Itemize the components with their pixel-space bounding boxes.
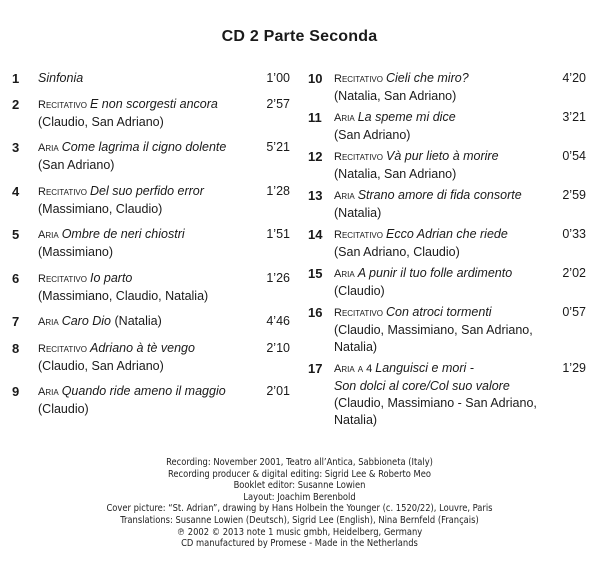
- track-singers: (Natalia, San Adriano): [334, 89, 457, 103]
- track-number: 3: [12, 140, 20, 155]
- credit-line: Layout: Joachim Berenbold: [243, 491, 356, 503]
- track-title-line: [334, 148, 544, 166]
- track-title-line: [38, 383, 248, 401]
- track-number: 12: [308, 149, 323, 164]
- track-type: Aria a 4: [334, 363, 373, 375]
- track-title-line: [38, 226, 248, 261]
- track-title: Languisci e mori -: [375, 361, 474, 375]
- track-title: Ombre de neri chiostri: [61, 227, 185, 241]
- track-singers: (Natalia, San Adriano): [334, 167, 457, 181]
- track-text: [38, 139, 248, 174]
- track-title-line: [38, 70, 248, 87]
- track-duration: 1’29: [562, 361, 586, 375]
- track-title: Quando ride ameno il maggio: [61, 384, 226, 398]
- track-duration: 5’21: [266, 140, 290, 154]
- track-title-line: [334, 360, 544, 378]
- track-title: Sinfonia: [38, 71, 84, 85]
- track-type: Aria: [334, 112, 355, 124]
- track-number: 1: [12, 71, 20, 86]
- track-title: Come lagrima il cigno dolente: [61, 140, 227, 154]
- track-number: 13: [308, 188, 323, 203]
- track-title: A punir il tuo folle ardimento: [357, 266, 513, 280]
- track-number: 5: [12, 227, 20, 242]
- track-title-line: [334, 265, 544, 283]
- track-type: Recitativo: [38, 185, 87, 198]
- track-type: Aria: [334, 190, 355, 202]
- track-duration: 1’00: [266, 71, 290, 85]
- track-row: [12, 226, 290, 261]
- track-row: [308, 360, 586, 429]
- track-number: 10: [308, 71, 323, 86]
- track-text: [38, 96, 248, 131]
- track-type: Aria: [38, 142, 59, 154]
- track-title: Con atroci tormenti: [385, 305, 492, 319]
- track-title: E non scorgesti ancora: [89, 96, 218, 111]
- track-number: 7: [12, 314, 20, 329]
- track-row: [308, 187, 586, 222]
- track-title-line: [334, 70, 544, 88]
- track-number: 17: [308, 361, 323, 376]
- track-row: [12, 183, 290, 218]
- track-title: Strano amore di fida consorte: [357, 188, 522, 202]
- track-duration: 2’10: [266, 340, 290, 355]
- track-text: [334, 304, 544, 356]
- track-duration: 2’01: [266, 384, 290, 398]
- track-title: Adriano à tè vengo: [89, 340, 195, 355]
- track-duration: 0’54: [562, 149, 586, 163]
- track-number: 6: [12, 270, 20, 286]
- track-duration: 0’57: [562, 305, 586, 319]
- track-title-line: [38, 139, 248, 157]
- track-duration: 4’46: [266, 314, 290, 328]
- track-number: 9: [12, 384, 20, 399]
- production-credits: [0, 457, 599, 550]
- track-duration: 2’59: [562, 188, 586, 202]
- track-singers: (San Adriano): [38, 158, 115, 172]
- track-text: [38, 70, 248, 87]
- track-singers: (San Adriano, Claudio): [334, 245, 460, 259]
- track-text: [334, 265, 544, 300]
- credit-line: Booklet editor: Susanne Lowien: [233, 480, 366, 492]
- track-number: 8: [12, 340, 20, 356]
- track-title: Ecco Adrian che riede: [385, 227, 508, 241]
- track-singers: (Claudio, Massimiano - San Adriano, Natalia): [334, 396, 537, 427]
- track-title-line: [38, 270, 248, 288]
- track-text: [38, 383, 248, 418]
- track-title-line: [38, 96, 248, 114]
- track-duration: 2’57: [266, 96, 290, 111]
- track-row: [308, 148, 586, 183]
- track-duration: 1’26: [266, 270, 290, 285]
- track-text: [38, 340, 248, 375]
- track-type: Aria: [38, 386, 59, 398]
- track-singers: (San Adriano): [334, 128, 411, 142]
- track-type: Recitativo: [38, 342, 87, 355]
- track-title: Caro Dio: [61, 314, 112, 328]
- track-duration: 3’21: [562, 110, 586, 124]
- track-title-continued: Son dolci al core/Col suo valore: [334, 379, 510, 393]
- track-type: Recitativo: [334, 229, 383, 241]
- track-title: Io parto: [89, 270, 133, 285]
- track-text: [38, 270, 248, 305]
- track-number: 14: [308, 227, 323, 242]
- track-singers: (Claudio, Massimiano, San Adriano, Natalia): [334, 323, 533, 354]
- track-duration: 2’02: [562, 266, 586, 280]
- track-singers: (Claudio): [334, 284, 385, 298]
- track-row: [12, 383, 290, 418]
- track-title-line: [38, 183, 248, 201]
- track-title-line: [334, 226, 544, 244]
- page-title: CD 2 Parte Seconda: [221, 28, 378, 45]
- track-row: [12, 96, 290, 131]
- track-number: 2: [12, 96, 20, 112]
- track-type: Aria: [334, 268, 355, 280]
- track-type: Recitativo: [334, 73, 383, 85]
- track-singers: (Claudio, San Adriano): [38, 358, 164, 373]
- track-title: Và pur lieto à morire: [385, 149, 499, 163]
- track-singers: (Claudio, San Adriano): [38, 114, 164, 129]
- track-text: [38, 183, 248, 218]
- track-singers: (Massimiano, Claudio, Natalia): [38, 288, 209, 303]
- track-duration: 0’33: [562, 227, 586, 241]
- tracklist-left-column: [12, 70, 290, 418]
- track-row: [12, 70, 290, 87]
- track-title-line: [38, 313, 248, 331]
- track-row: [12, 313, 290, 331]
- track-row: [308, 109, 586, 144]
- track-duration: 1’28: [266, 183, 290, 198]
- track-text: [38, 313, 248, 331]
- credit-line: Recording: November 2001, Teatro all’Antica, Sabbioneta (Italy): [166, 457, 433, 468]
- track-singers: (Natalia): [334, 206, 382, 220]
- track-text: [334, 109, 544, 144]
- track-text: [334, 70, 544, 105]
- track-row: [12, 270, 290, 305]
- credit-line: ℗ 2002 © 2013 note 1 music gmbh, Heidelberg, Germany: [176, 526, 423, 538]
- track-row: [308, 226, 586, 261]
- track-type: Recitativo: [38, 272, 87, 285]
- track-singers: (Claudio): [38, 402, 89, 416]
- track-text: [334, 226, 544, 261]
- credit-line: CD manufactured by Promese - Made in the Netherlands: [181, 538, 418, 550]
- track-duration: 1’51: [266, 227, 290, 241]
- credit-line: Translations: Susanne Lowien (Deutsch), Sigrid Lee (English), Nina Bernfeld (Français): [120, 514, 479, 526]
- track-text: [334, 148, 544, 183]
- track-title-line: [334, 109, 544, 127]
- track-text: [334, 187, 544, 222]
- credit-line: Cover picture: “St. Adrian”, drawing by Hans Holbein the Younger (c. 1520/22), Louvre, Paris: [106, 503, 493, 515]
- track-type: Recitativo: [38, 98, 87, 111]
- track-number: 15: [308, 266, 323, 281]
- track-number: 4: [12, 183, 20, 199]
- track-title-line: [334, 187, 544, 205]
- track-row: [308, 265, 586, 300]
- track-singers: (Massimiano): [38, 245, 114, 259]
- track-title: Cieli che miro?: [385, 71, 469, 85]
- track-number: 16: [308, 305, 323, 320]
- track-row: [308, 70, 586, 105]
- track-text: [334, 360, 544, 429]
- track-type: Recitativo: [334, 307, 383, 319]
- track-row: [308, 304, 586, 356]
- track-row: [12, 340, 290, 375]
- track-duration: 4’20: [562, 71, 586, 85]
- tracklist-right-column: [308, 70, 586, 429]
- track-text: [38, 226, 248, 261]
- track-row: [12, 139, 290, 174]
- track-title: Del suo perfido error: [89, 183, 204, 198]
- track-type: Aria: [38, 229, 59, 241]
- track-title: La speme mi dice: [357, 110, 456, 124]
- track-type: Aria: [38, 316, 59, 328]
- track-title-line: [334, 304, 544, 322]
- track-singers: (Natalia): [114, 314, 162, 328]
- credit-line: Recording producer & digital editing: Sigrid Lee & Roberto Meo: [167, 468, 432, 480]
- track-number: 11: [308, 110, 322, 125]
- track-type: Recitativo: [334, 151, 383, 163]
- track-singers: (Massimiano, Claudio): [38, 201, 163, 216]
- track-title-line: [38, 340, 248, 358]
